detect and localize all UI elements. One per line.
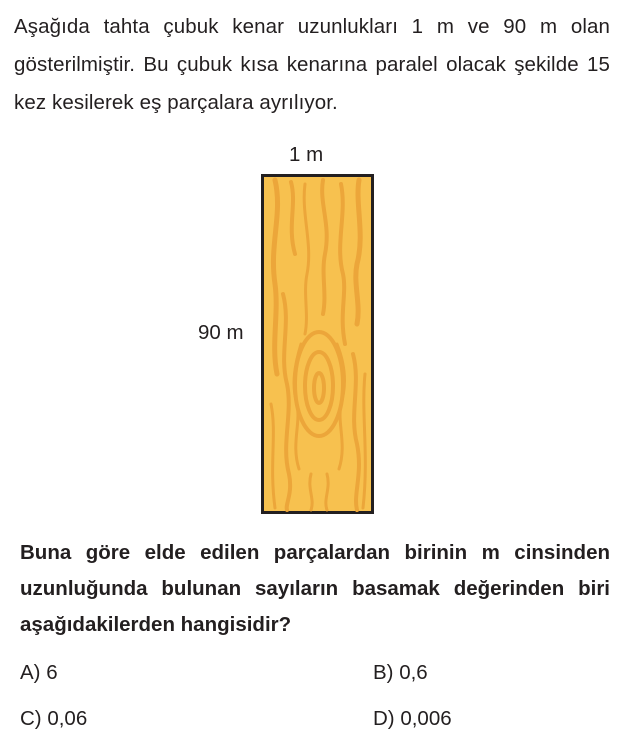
width-label: 1 m [289, 143, 324, 166]
option-c[interactable]: C) 0,06 [20, 707, 88, 730]
question-text: Buna göre elde edilen parçalardan birinin m cinsinden uzunluğunda bulunan sayıların basamak değerinden biri aşağıdakilerden hangisidir? [20, 541, 610, 636]
height-label: 90 m [198, 321, 244, 344]
wooden-plank-illustration [261, 174, 374, 514]
option-d[interactable]: D) 0,006 [373, 707, 452, 730]
option-a[interactable]: A) 6 [20, 661, 58, 684]
plank-body [263, 176, 373, 513]
problem-intro-text: Aşağıda tahta çubuk kenar uzunlukları 1 m ve 90 m olan gösterilmiştir. Bu çubuk kısa kenarına paralel olacak şekilde 15 kez kesilerek eş parçalara ayrılıyor. [14, 15, 610, 114]
option-b[interactable]: B) 0,6 [373, 661, 428, 684]
